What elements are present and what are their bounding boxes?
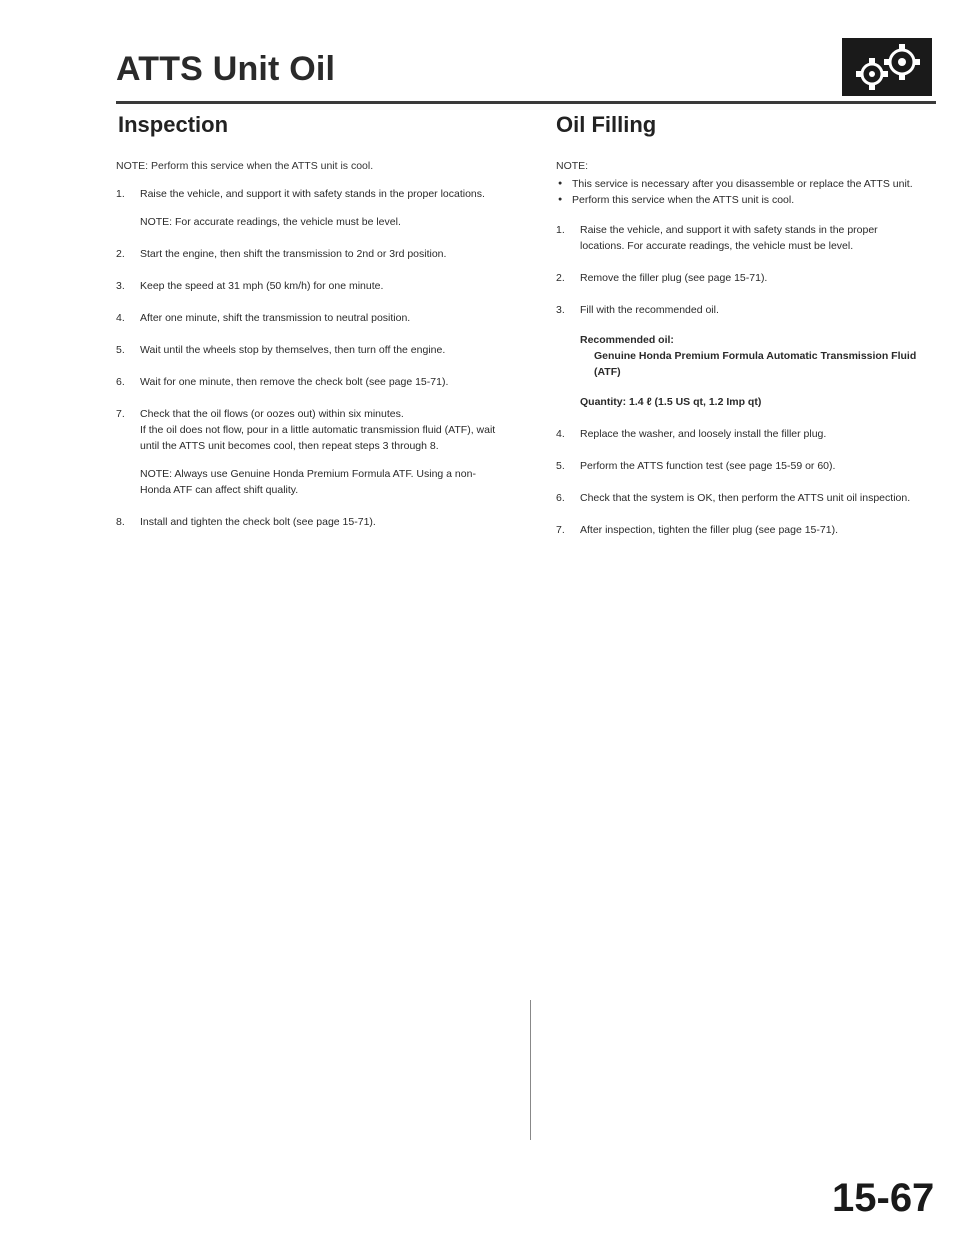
oil-filling-step-6: 6. Check that the system is OK, then perform the ATTS unit oil inspection. [556, 492, 911, 504]
inspection-steps [116, 186, 496, 530]
recommended-oil-fluid: Genuine Honda Premium Formula Automatic Transmission Fluid (ATF) [594, 350, 917, 378]
inspection-step-3: 3. Keep the speed at 31 mph (50 km/h) for one minute. [116, 280, 384, 292]
inspection-step-2: 2. Start the engine, then shift the transmission to 2nd or 3rd position. [116, 248, 447, 260]
column-divider [530, 1000, 531, 1140]
inspection-section [116, 112, 496, 546]
page-title: ATTS Unit Oil [116, 50, 336, 88]
oil-filling-step-7: 7. After inspection, tighten the filler plug (see page 15-71). [556, 524, 838, 536]
oil-filling-step-1: 1. Raise the vehicle, and support it with safety stands in the proper locations. For accurate readings, the vehicle must be level. [556, 224, 878, 252]
oil-filling-step-3: 3. Fill with the recommended oil. Recommended oil: Genuine Honda Premium Formula Automatic Transmission Fluid (ATF) Quantity: 1.4 ℓ (1.5 US qt, 1.2 Imp qt) [556, 304, 917, 408]
oil-filling-step-2: 2. Remove the filler plug (see page 15-71). [556, 272, 768, 284]
inspection-step-7-note: NOTE: Always use Genuine Honda Premium Formula ATF. Using a non-Honda ATF can affect shift quality. [140, 468, 476, 496]
oil-filling-note-1: ● This service is necessary after you disassemble or replace the ATTS unit. [556, 176, 918, 192]
oil-filling-notes [556, 176, 918, 208]
inspection-step-1: 1. Raise the vehicle, and support it with safety stands in the proper locations. NOTE: For accurate readings, the vehicle must be level. [116, 186, 496, 230]
inspection-step-8: 8. Install and tighten the check bolt (see page 15-71). [116, 516, 376, 528]
inspection-step-5: 5. Wait until the wheels stop by themselves, then turn off the engine. [116, 344, 446, 356]
transmission-gears-icon [842, 38, 932, 96]
oil-filling-note-label: NOTE: [556, 160, 589, 172]
inspection-heading: Inspection [118, 112, 229, 137]
page-number: 15-67 [832, 1176, 935, 1220]
oil-filling-step-5: 5. Perform the ATTS function test (see page 15-59 or 60). [556, 460, 836, 472]
recommended-oil-quantity: Quantity: 1.4 ℓ (1.5 US qt, 1.2 Imp qt) [580, 396, 762, 408]
recommended-oil-label: Recommended oil: [580, 334, 674, 346]
oil-filling-section [556, 112, 918, 554]
oil-filling-heading: Oil Filling [556, 112, 657, 137]
recommended-oil-block [580, 332, 918, 410]
inspection-step-4: 4. After one minute, shift the transmission to neutral position. [116, 312, 411, 324]
oil-filling-note-2: ● Perform this service when the ATTS unit is cool. [556, 192, 918, 208]
inspection-step-6: 6. Wait for one minute, then remove the check bolt (see page 15-71). [116, 376, 449, 388]
oil-filling-step-4: 4. Replace the washer, and loosely install the filler plug. [556, 428, 827, 440]
inspection-step-1-note: NOTE: For accurate readings, the vehicle must be level. [140, 216, 401, 228]
header-rule [116, 101, 936, 104]
inspection-step-7-detail: If the oil does not flow, pour in a little automatic transmission fluid (ATF), wait until the ATTS unit becomes cool, then repeat steps 3 through 8. [140, 424, 496, 452]
inspection-note: NOTE: Perform this service when the ATTS unit is cool. [116, 160, 374, 172]
oil-filling-steps [556, 222, 918, 538]
inspection-step-7: 7. Check that the oil flows (or oozes out) within six minutes. If the oil does not flow, pour in a little automatic transmission fluid (ATF), wait until the ATTS unit becomes cool, then repeat steps 3 through 8. NOTE: Always use Genuine Honda Premium Formula ATF. Using a non-Honda ATF can affect shift quality. [116, 408, 496, 496]
